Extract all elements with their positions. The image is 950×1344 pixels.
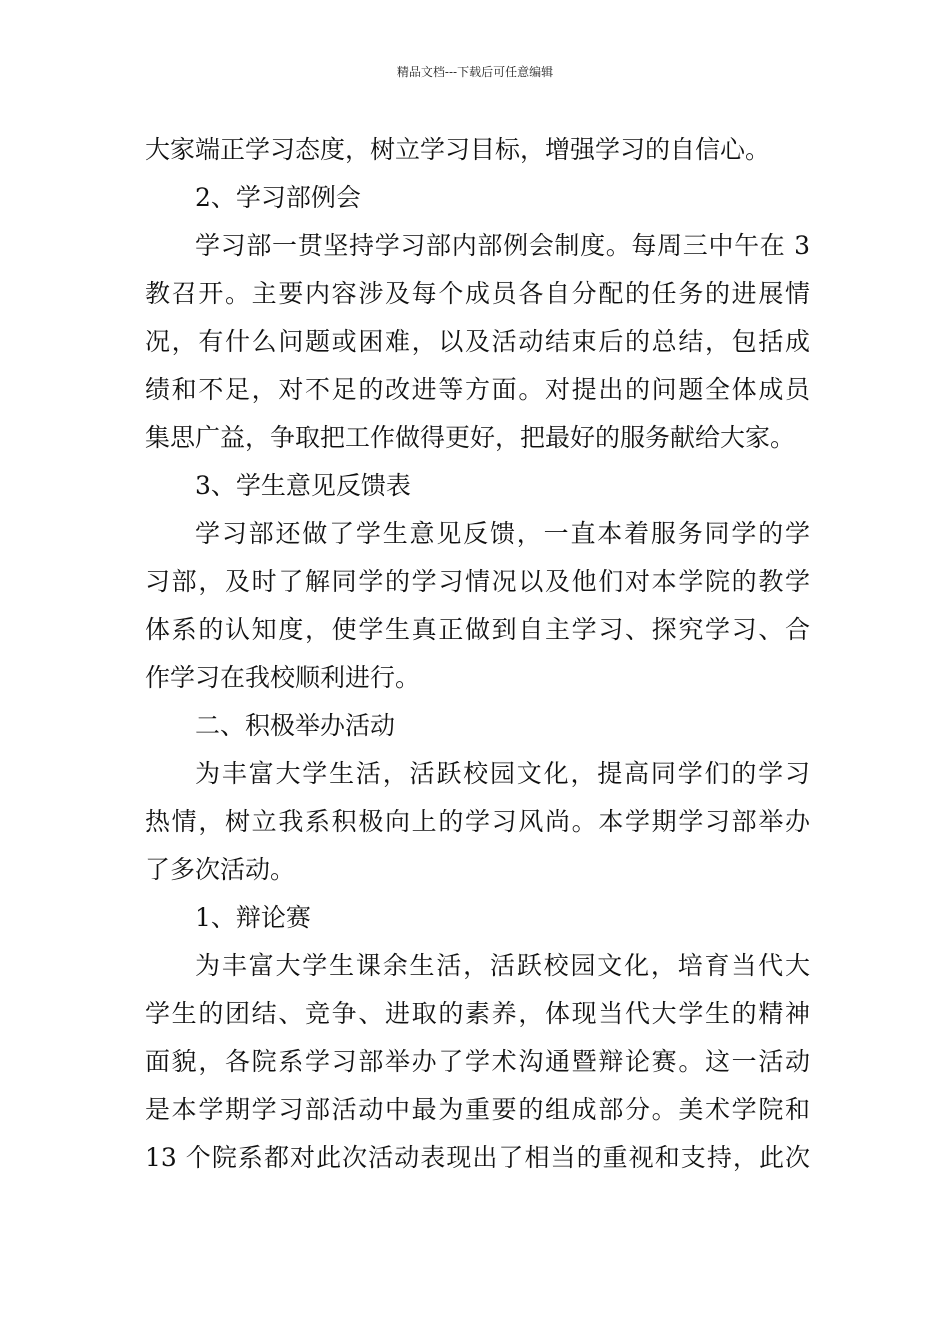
text-line: 学习部还做了学生意见反馈，一直本着服务同学的学 [195, 519, 810, 548]
text-line: 习部，及时了解同学的学习情况以及他们对本学院的教学 [145, 567, 810, 596]
text-line: 是本学期学习部活动中最为重要的组成部分。美术学院和 [145, 1095, 810, 1124]
text-line: 况，有什么问题或困难，以及活动结束后的总结，包括成 [145, 327, 810, 356]
text-line: 学生的团结、竞争、进取的素养，体现当代大学生的精神 [145, 999, 810, 1028]
text-line: 二、积极举办活动 [195, 711, 396, 740]
document-body [145, 126, 810, 1182]
text-line: 绩和不足，对不足的改进等方面。对提出的问题全体成员 [145, 375, 810, 404]
text-line: 热情，树立我系积极向上的学习风尚。本学期学习部举办 [145, 807, 810, 836]
text-line: 13 个院系都对此次活动表现出了相当的重视和支持，此次 [145, 1143, 810, 1172]
page-header: 精品文档---下载后可任意编辑 [396, 65, 554, 79]
text-line: 集思广益，争取把工作做得更好，把最好的服务献给大家。 [145, 423, 796, 452]
text-line: 为丰富大学生活，活跃校园文化，提高同学们的学习 [195, 759, 810, 788]
text-line: 大家端正学习态度，树立学习目标，增强学习的自信心。 [145, 135, 771, 164]
text-line: 面貌，各院系学习部举办了学术沟通暨辩论赛。这一活动 [145, 1047, 810, 1076]
text-line: 学习部一贯坚持学习部内部例会制度。每周三中午在 3 [195, 231, 810, 260]
text-line: 2、学习部例会 [195, 183, 361, 212]
text-line: 了多次活动。 [145, 855, 296, 884]
text-line: 1、辩论赛 [195, 903, 311, 932]
text-line: 教召开。主要内容涉及每个成员各自分配的任务的进展情 [145, 279, 810, 308]
text-line: 作学习在我校顺利进行。 [145, 663, 421, 692]
text-line: 体系的认知度，使学生真正做到自主学习、探究学习、合 [145, 615, 810, 644]
text-line: 3、学生意见反馈表 [195, 471, 411, 500]
text-line: 为丰富大学生课余生活，活跃校园文化，培育当代大 [195, 951, 810, 980]
